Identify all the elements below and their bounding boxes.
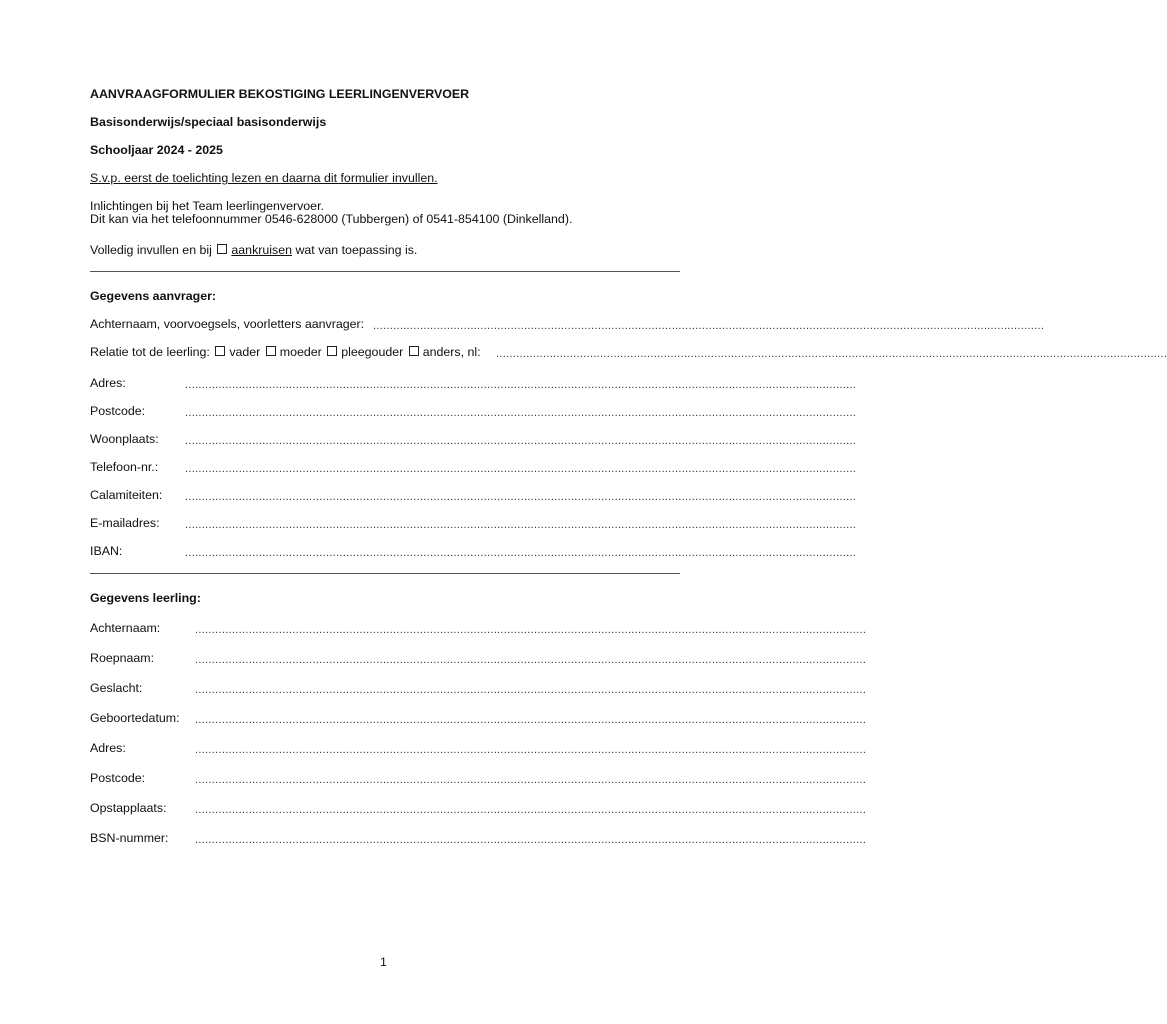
student-heading: Gegevens leerling: [90,591,201,605]
student-field-label: Geboortedatum: [90,711,180,725]
relation-option-anders: anders, nl: [422,345,481,359]
info-line-2: Dit kan via het telefoonnummer 0546-628000 (Tubbergen) of 0541-854100 (Dinkelland). [90,212,573,226]
instruction-underlined: aankruisen [231,243,293,257]
student-field-label: Geslacht: [90,681,143,695]
applicant-name-label: Achternaam, voorvoegsels, voorletters aanvrager: [90,317,365,331]
instruction-suffix: wat van toepassing is. [295,243,418,257]
instruction-line [90,243,417,257]
form-title: AANVRAAGFORMULIER BEKOSTIGING LEERLINGENVERVOER [90,87,470,101]
relation-checkbox-moeder[interactable] [266,346,276,356]
applicant-field-input[interactable]: ........................................................................................................................................................................................................ [185,435,857,447]
applicant-field-label: E-mailadres: [90,516,160,530]
student-field-input[interactable]: ........................................................................................................................................................................................................ [195,834,867,846]
student-field-input[interactable]: ........................................................................................................................................................................................................ [195,804,867,816]
student-field-input[interactable]: ........................................................................................................................................................................................................ [195,774,867,786]
instruction-prefix: Volledig invullen en bij [90,243,212,257]
checkbox-sample [217,244,227,254]
relation-checkbox-vader[interactable] [215,346,225,356]
student-field-input[interactable]: ........................................................................................................................................................................................................ [195,654,867,666]
applicant-field-input[interactable]: ........................................................................................................................................................................................................ [185,379,857,391]
student-field-label: Achternaam: [90,621,161,635]
student-field-input[interactable]: ........................................................................................................................................................................................................ [195,684,867,696]
applicant-field-label: Adres: [90,376,126,390]
relation-option-pleegouder: pleegouder [341,345,404,359]
info-line-1: Inlichtingen bij het Team leerlingenvervoer. [90,199,324,213]
applicant-field-input[interactable]: ........................................................................................................................................................................................................ [185,407,857,419]
student-field-input[interactable]: ........................................................................................................................................................................................................ [195,744,867,756]
student-field-label: Postcode: [90,771,146,785]
relation-checkbox-pleegouder[interactable] [327,346,337,356]
applicant-field-input[interactable]: ........................................................................................................................................................................................................ [185,463,857,475]
applicant-field-input[interactable]: ........................................................................................................................................................................................................ [185,547,857,559]
student-field-input[interactable]: ........................................................................................................................................................................................................ [195,624,867,636]
applicant-field-label: Woonplaats: [90,432,159,446]
applicant-field-label: Telefoon-nr.: [90,460,159,474]
applicant-field-label: IBAN: [90,544,123,558]
student-field-label: Adres: [90,741,126,755]
applicant-heading: Gegevens aanvrager: [90,289,217,303]
applicant-field-input[interactable]: ........................................................................................................................................................................................................ [185,491,857,503]
reading-notice: S.v.p. eerst de toelichting lezen en daarna dit formulier invullen. [90,171,438,185]
applicant-name-field[interactable]: ........................................................................................................................................................................................................ [373,320,1045,332]
section-divider [90,573,680,574]
applicant-field-input[interactable]: ........................................................................................................................................................................................................ [185,519,857,531]
relation-option-moeder: moeder [279,345,322,359]
form-subtitle: Basisonderwijs/speciaal basisonderwijs [90,115,327,129]
student-field-label: Roepnaam: [90,651,155,665]
student-field-label: Opstapplaats: [90,801,167,815]
relation-label: Relatie tot de leerling: [90,345,210,359]
school-year: Schooljaar 2024 - 2025 [90,143,223,157]
student-field-label: BSN-nummer: [90,831,169,845]
applicant-field-label: Calamiteiten: [90,488,163,502]
section-divider [90,271,680,272]
student-field-input[interactable]: ........................................................................................................................................................................................................ [195,714,867,726]
page-number: 1 [380,955,387,969]
relation-option-vader: vader [229,345,261,359]
relation-checkbox-anders[interactable] [409,346,419,356]
applicant-field-label: Postcode: [90,404,146,418]
relation-row [90,345,481,359]
relation-other-field[interactable]: ........................................................................................................................................................................................................ [496,348,1167,360]
